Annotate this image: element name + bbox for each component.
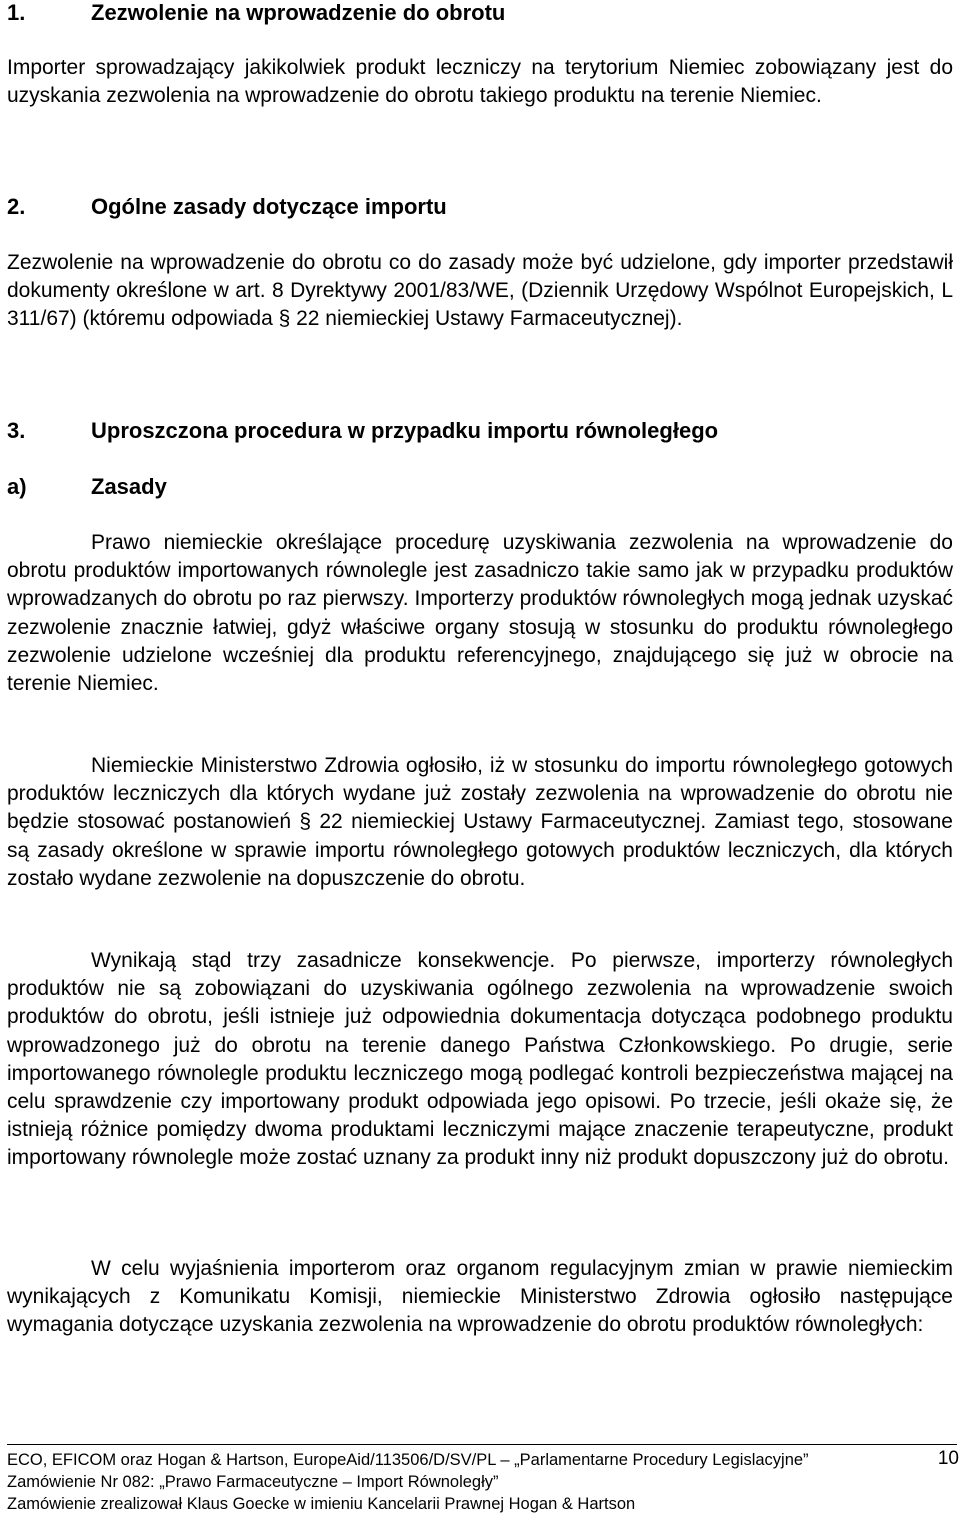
section-number: 3. bbox=[7, 418, 26, 443]
section-number: 1. bbox=[7, 0, 26, 25]
paragraph: W celu wyjaśnienia importerom oraz organom regulacyjnym zmian w prawie niemieckim wynikających z Komunikatu Komisji, niemieckie Ministerstwo Zdrowia ogłosiło następujące wymagania dotyczące uzyskania zezwolenia na wprowadzenie do obrotu produktów równoległych: bbox=[7, 1257, 953, 1337]
paragraph: Zezwolenie na wprowadzenie do obrotu co do zasady może być udzielone, gdy importer przedstawił dokumenty określone w art. 8 Dyrektywy 2001/83/WE, (Dziennik Urzędowy Wspólnot Europejskich, L 311/67) (któremu odpowiada § 22 niemieckiej Ustawy Farmaceutycznej). bbox=[7, 251, 953, 331]
section-heading-3 bbox=[7, 418, 718, 444]
subsection-heading-a bbox=[7, 474, 167, 500]
subsection-title: Zasady bbox=[91, 474, 167, 499]
section-number: 2. bbox=[7, 194, 26, 219]
section-title: Uproszczona procedura w przypadku importu równoległego bbox=[91, 418, 719, 443]
paragraph: Wynikają stąd trzy zasadnicze konsekwencje. Po pierwsze, importerzy równoległych produktów nie są zobowiązani do uzyskiwania ogólnego zezwolenia na wprowadzenie swoich produktów do obrotu, jeśli istnieje już odpowiednia dokumentacja dotycząca podobnego produktu wprowadzonego już do obrotu na terenie danego Państwa Członkowskiego. Po drugie, serie importowanego równolegle produktu leczniczego mogą podlegać kontroli bezpieczeństwa mającej na celu sprawdzenie czy importowany produkt odpowiada jego opisowi. Po trzecie, jeśli okaże się, że istnieją różnice pomiędzy dwoma produktami leczniczymi mające znaczenie terapeutyczne, produkt importowany równolegle może zostać uznany za produkt inny niż produkt dopuszczony już do obrotu. bbox=[7, 949, 953, 1170]
section-heading-2 bbox=[7, 194, 447, 220]
footer-divider bbox=[7, 1444, 957, 1445]
paragraph: Niemieckie Ministerstwo Zdrowia ogłosiło, iż w stosunku do importu równoległego gotowych produktów leczniczych dla których wydane już zostały zezwolenia na wprowadzenie do obrotu nie będzie stosować postanowień § 22 niemieckiej Ustawy Farmaceutycznej. Zamiast tego, stosowane są zasady określone w sprawie importu równoległego gotowych produktów leczniczych, dla których zostało wydane zezwolenie na dopuszczenie do obrotu. bbox=[7, 754, 953, 890]
subsection-letter: a) bbox=[7, 474, 27, 499]
page-number: 10 bbox=[937, 1448, 959, 1469]
section-title: Ogólne zasady dotyczące importu bbox=[91, 194, 447, 219]
section-heading-1 bbox=[7, 0, 505, 26]
footer-line-3: Zamówienie zrealizował Klaus Goecke w imieniu Kancelarii Prawnej Hogan & Hartson bbox=[7, 1495, 636, 1513]
paragraph: Prawo niemieckie określające procedurę uzyskiwania zezwolenia na wprowadzenie do obrotu produktów importowanych równolegle jest zasadniczo takie samo jak w przypadku produktów wprowadzanych do obrotu po raz pierwszy. Importerzy produktów równoległych mogą jednak uzyskać zezwolenie znacznie łatwiej, gdyż właściwe organy stosują w stosunku do produktu równoległego zezwolenie udzielone wcześniej dla produktu referencyjnego, znajdującego się już w obrocie na terenie Niemiec. bbox=[7, 531, 953, 696]
section-title: Zezwolenie na wprowadzenie do obrotu bbox=[91, 0, 506, 25]
footer-line-2: Zamówienie Nr 082: „Prawo Farmaceutyczne – Import Równoległy” bbox=[7, 1473, 499, 1491]
footer-line-1: ECO, EFICOM oraz Hogan & Hartson, EuropeAid/113506/D/SV/PL – „Parlamentarne Procedury Legislacyjne” bbox=[7, 1451, 809, 1469]
paragraph: Importer sprowadzający jakikolwiek produkt leczniczy na terytorium Niemiec zobowiązany jest do uzyskania zezwolenia na wprowadzenie do obrotu takiego produktu na terenie Niemiec. bbox=[7, 56, 953, 108]
